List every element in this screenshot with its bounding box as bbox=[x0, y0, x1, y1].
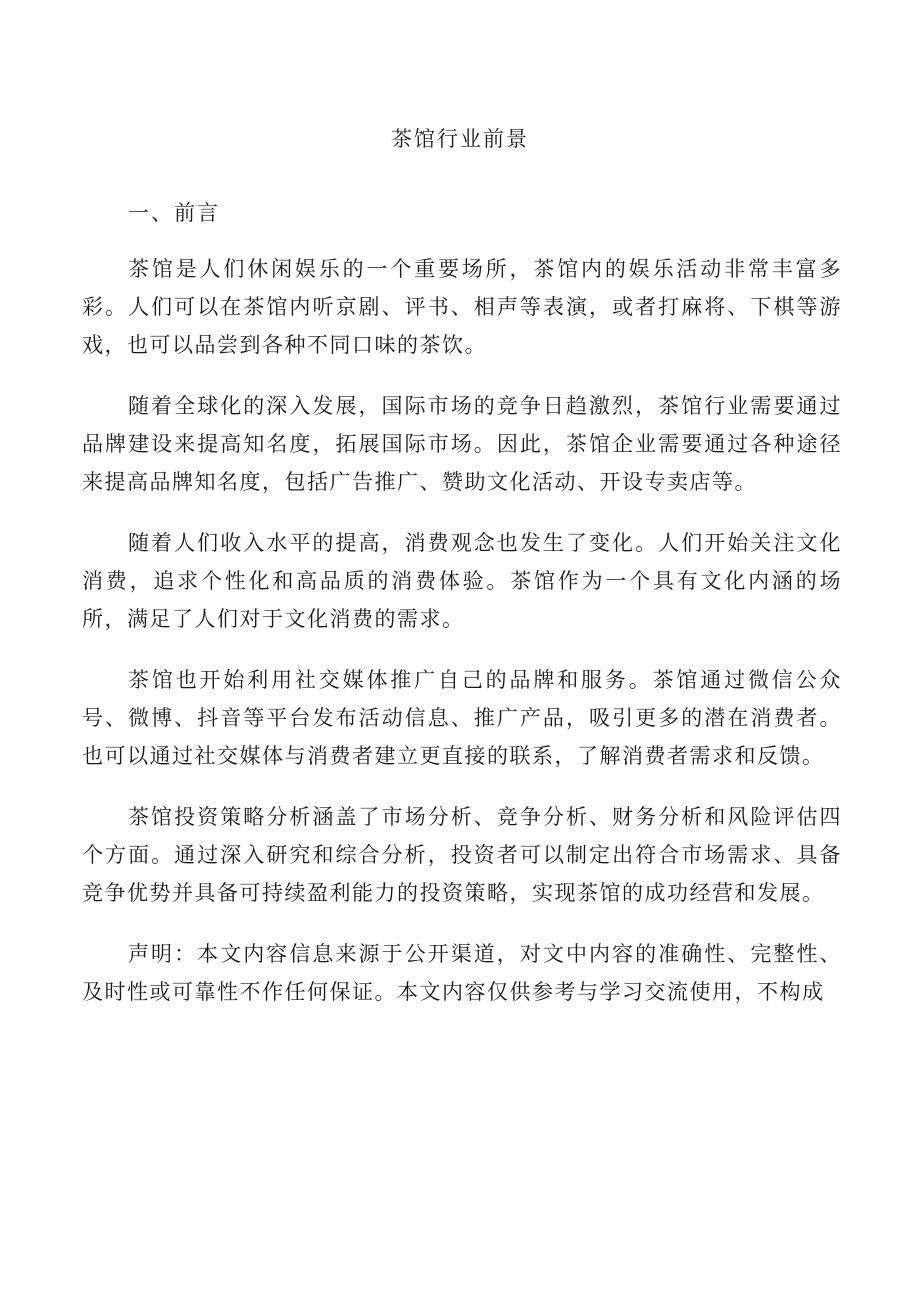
paragraph: 茶馆是人们休闲娱乐的一个重要场所，茶馆内的娱乐活动非常丰富多彩。人们可以在茶馆内听京剧、评书、相声等表演，或者打麻将、下棋等游戏，也可以品尝到各种不同口味的茶饮。 bbox=[82, 257, 842, 357]
document-title: 茶馆行业前景 bbox=[391, 127, 529, 151]
document-body bbox=[82, 250, 842, 1034]
section-heading: 一、前言 bbox=[128, 201, 220, 225]
paragraph: 随着全球化的深入发展，国际市场的竞争日趋激烈，茶馆行业需要通过品牌建设来提高知名度，拓展国际市场。因此，茶馆企业需要通过各种途径来提高品牌知名度，包括广告推广、赞助文化活动、开设专卖店等。 bbox=[82, 394, 842, 494]
paragraph: 茶馆投资策略分析涵盖了市场分析、竞争分析、财务分析和风险评估四个方面。通过深入研究和综合分析，投资者可以制定出符合市场需求、具备竞争优势并具备可持续盈利能力的投资策略，实现茶馆的成功经营和发展。 bbox=[82, 805, 842, 905]
paragraph: 随着人们收入水平的提高，消费观念也发生了变化。人们开始关注文化消费，追求个性化和高品质的消费体验。茶馆作为一个具有文化内涵的场所，满足了人们对于文化消费的需求。 bbox=[82, 531, 842, 631]
paragraph: 茶馆也开始利用社交媒体推广自己的品牌和服务。茶馆通过微信公众号、微博、抖音等平台发布活动信息、推广产品，吸引更多的潜在消费者。也可以通过社交媒体与消费者建立更直接的联系，了解消费者需求和反馈。 bbox=[82, 668, 842, 768]
disclaimer-paragraph: 声明：本文内容信息来源于公开渠道，对文中内容的准确性、完整性、及时性或可靠性不作任何保证。本文内容仅供参考与学习交流使用，不构成 bbox=[82, 942, 842, 1004]
